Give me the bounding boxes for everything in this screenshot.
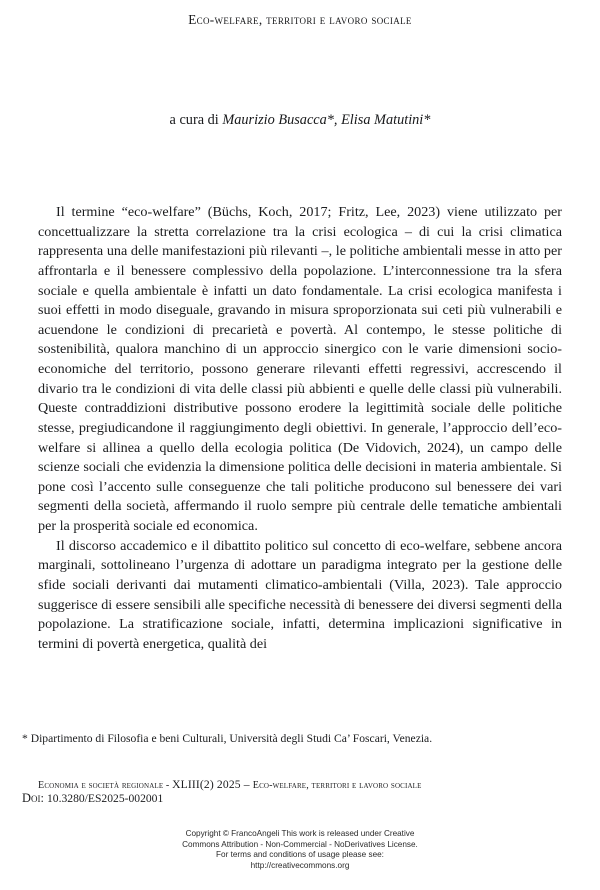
- footer-doi-line: [22, 791, 562, 806]
- footnote-affiliation: * Dipartimento di Filosofia e beni Culturali, Università degli Studi Ca’ Foscari, Venezia.: [22, 732, 433, 745]
- doi-value: 10.3280/ES2025-002001: [47, 792, 164, 805]
- copyright-line-2: Commons Attribution - Non-Commercial - NoDerivatives License.: [182, 839, 418, 849]
- footer-article-title: Eco-welfare, territori e lavoro sociale: [252, 780, 422, 791]
- body-paragraph-2: Il discorso accademico e il dibattito politico sul concetto di eco-welfare, sebbene ancora marginali, sottolineano l’urgenza di adottare un paradigma integrato per la gestione delle sfide sociali derivanti dai mutamenti climatico-ambientali (Villa, 2023). Tale approccio suggerisce di essere sensibili alle specifiche necessità di benessere dei diversi segmenti della popolazione. La stratificazione sociale, infatti, determina implicazioni significative in termini di povertà energetica, qualità dei: [38, 537, 562, 652]
- byline-prefix: a cura di: [169, 112, 223, 128]
- body-text-column: [38, 203, 562, 654]
- byline-editors: Maurizio Busacca*, Elisa Matutini*: [222, 112, 431, 128]
- footer-journal-name: Economia e società regionale -: [38, 780, 173, 791]
- copyright-line-3: For terms and conditions of usage please see:: [216, 850, 384, 860]
- doi-label: Doi:: [22, 791, 47, 805]
- footer-volume-issue: XLIII(2) 2025 –: [172, 778, 253, 791]
- body-paragraph-1: Il termine “eco-welfare” (Büchs, Koch, 2017; Fritz, Lee, 2023) viene utilizzato per concettualizzare la stretta correlazione tra la crisi ecologica – di cui la crisi climatica rappresenta una delle manifestazioni più rilevanti –, le politiche ambientali messe in atto per affrontarla e il benessere complessivo della popolazione. L’interconnessione tra la sfera sociale e quella ambientale è infatti un dato fondamentale. La crisi ecologica manifesta i suoi effetti in modo diseguale, gravando in misura sproporzionata sui ceti più vulnerabili e acuendone le condizioni di precarietà e povertà. Al contempo, le stesse politiche di sostenibilità, qualora manchino di un approccio sinergico con le varie dimensioni socio-economiche del territorio, possono generare rilevanti effetti regressivi, accrescendo il divario tra le condizioni di vita delle classi più abbienti e quelle delle classi più vulnerabili. Queste contraddizioni distributive possono erodere la legittimità sociale delle politiche stesse, pregiudicandone il raggiungimento degli obiettivi. In generale, l’approccio dell’eco-welfare si allinea a quello della ecologia politica (De Vidovich, 2024), un campo delle scienze sociali che evidenzia la dimensione politica delle decisioni in materia ambientale. Si pone così l’accento sulle conseguenze che tali politiche producono sul benessere dei vari segmenti della società, affermando il ruolo sempre più centrale delle tematiche ambientali per la prosperità sociale ed economica.: [38, 204, 562, 534]
- copyright-notice: [0, 829, 600, 871]
- copyright-line-1: Copyright © FrancoAngeli This work is released under Creative: [185, 829, 415, 838]
- page-title: Eco-welfare, territori e lavoro sociale: [188, 12, 412, 27]
- footer-journal-line: [38, 778, 578, 791]
- byline: [0, 111, 600, 130]
- creative-commons-url[interactable]: http://creativecommons.org: [250, 860, 350, 870]
